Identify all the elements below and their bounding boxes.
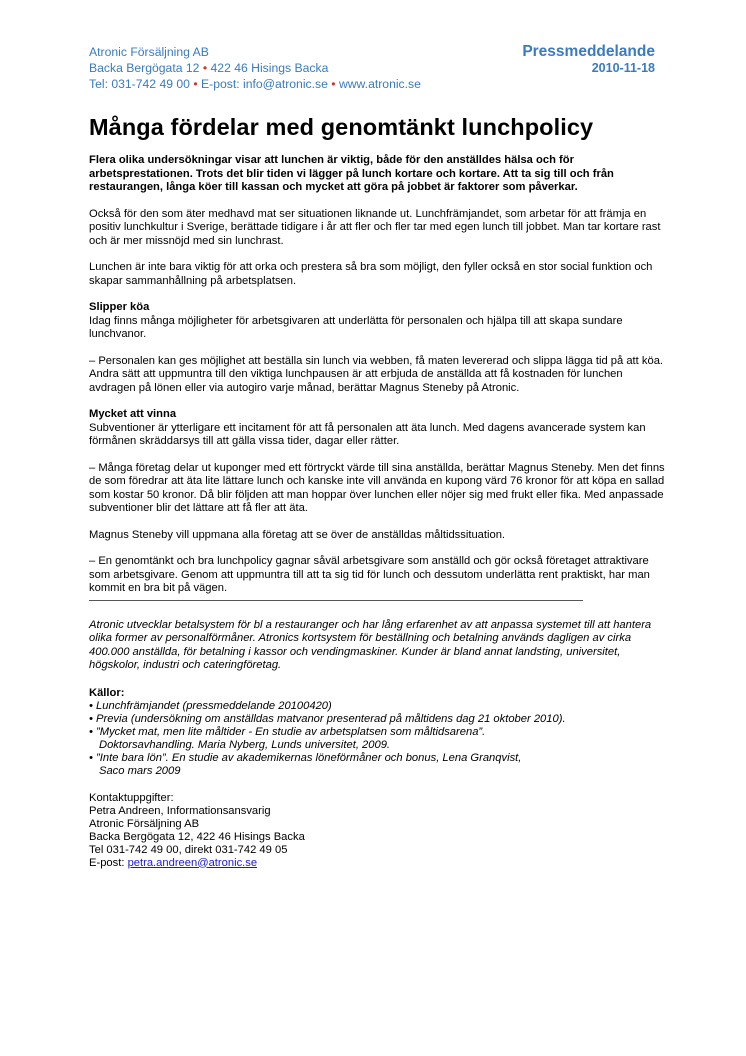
sources-list <box>89 687 669 778</box>
source-item-continued: Doktorsavhandling. Maria Nyberg, Lunds universitet, 2009. <box>99 738 391 751</box>
about-company: Atronic utvecklar betalsystem för bl a restauranger och har lång erfarenhet av att anpassa systemet till att hantera olika former av personalförmåner. Atronics kortsystem för beställning och betalning används dagligen av cirka 400.000 anställda, för betalning i kassor och vendingmaskiner. Kunder är bland annat landsting, universitet, högskolor, industri och cateringföretag. <box>89 618 652 671</box>
company-contact: Tel: 031-742 49 00 • E-post: info@atronic.se • www.atronic.se <box>89 77 421 91</box>
section-heading: Slipper köa <box>89 301 150 313</box>
contact-block <box>89 792 669 870</box>
company-website: www.atronic.se <box>338 77 421 91</box>
contact-heading: Kontaktuppgifter: <box>89 791 174 804</box>
source-item: • ”Mycket mat, men lite måltider - En studie av arbetsplatsen som måltidsarena”. <box>89 725 486 738</box>
source-item-continued: Saco mars 2009 <box>99 764 181 777</box>
body-paragraph: – Personalen kan ges möjlighet att beställa sin lunch via webben, få maten levererad och slippa lägga tid på att köa. Andra sätt att uppmuntra till den viktiga lunchpausen är att erbjuda de anställda att få kostnaden för lunchen avdragen på lönen eller via autogiro varje månad, berättar Magnus Steneby på Atronic. <box>89 354 664 394</box>
company-block <box>89 44 421 92</box>
body-paragraph: – En genomtänkt och bra lunchpolicy gagnar såväl arbetsgivare som anställd och gör också företaget attraktivare som arbetsgivare. Genom att uppmuntra till att ta sig tid för lunch och dessutom underlätta rent praktiskt, har man kommit en bra bit på vägen. <box>89 555 650 594</box>
body-paragraph: Idag finns många möjligheter för arbetsgivaren att underlätta för personalen och hjälpa till att skapa sundare lunchvanor. <box>89 314 623 340</box>
body-paragraph: Lunchen är inte bara viktig för att orka och prestera så bra som möjligt, den fyller också en stor social funktion och skapar sammanhållning på arbetsplatsen. <box>89 261 653 287</box>
contact-address: Backa Bergögata 12, 422 46 Hisings Backa <box>89 830 305 843</box>
contact-name: Petra Andreen, Informationsansvarig <box>89 804 271 817</box>
contact-email-link[interactable]: petra.andreen@atronic.se <box>127 856 258 869</box>
press-label <box>522 42 655 76</box>
company-name: Atronic Försäljning AB <box>89 45 209 59</box>
body-paragraph: Också för den som äter medhavd mat ser situationen liknande ut. Lunchfrämjandet, som arbetar för att främja en positiv lunchkultur i Sverige, berättade tidigare i år att fler och fler tar med egen lunch till jobbet. Man tar kortare rast och är mer missnöjd med sin lunchrast. <box>89 207 661 247</box>
lead-paragraph: Flera olika undersökningar visar att lunchen är viktig, både för den anställdes hälsa och för arbetsprestationen. Trots det blir tiden vi lägger på lunch kortare och kortare. Att ta sig till och från restaurangen, långa köer till kassan och mycket att göra på jobbet är faktorer som påverkar. <box>89 154 614 193</box>
sources-heading: Källor: <box>89 686 125 699</box>
page-title: Många fördelar med genomtänkt lunchpolicy <box>89 114 594 140</box>
press-release-page <box>89 44 669 870</box>
source-item: • ”Inte bara lön”. En studie av akademikernas löneförmåner och bonus, Lena Granqvist, <box>89 751 522 764</box>
letterhead <box>89 44 669 94</box>
press-date: 2010-11-18 <box>591 61 655 75</box>
contact-email-line: E-post: petra.andreen@atronic.se <box>89 856 258 869</box>
divider <box>89 600 583 601</box>
company-address: Backa Bergögata 12 • 422 46 Hisings Backa <box>89 61 329 75</box>
source-item: • Previa (undersökning om anställdas matvanor presenterad på måltidens dag 21 oktober 2010). <box>89 712 566 725</box>
contact-phone: Tel 031-742 49 00, direkt 031-742 49 05 <box>89 843 288 856</box>
body-paragraph: Subventioner är ytterligare ett incitament för att få personalen att äta lunch. Med dagens avancerade system kan förmånen skräddarsys till att gälla vissa tider, dagar eller rätter. <box>89 421 646 447</box>
press-title: Pressmeddelande <box>522 43 655 60</box>
contact-company: Atronic Försäljning AB <box>89 817 200 830</box>
source-item: • Lunchfrämjandet (pressmeddelande 20100420) <box>89 699 332 712</box>
body-paragraph: Magnus Steneby vill uppmana alla företag att se över de anställdas måltidssituation. <box>89 528 506 541</box>
body-paragraph: – Många företag delar ut kuponger med ett förtryckt värde till sina anställda, berättar Magnus Steneby. Men det finns de som föredrar att äta lite lättare lunch och kanske inte vill använda en kupong värd 76 kronor för att köpa en sallad som kostar 50 kronor. Då blir följden att man hoppar över lunchen eller nöjer sig med frukt eller fika. Med anpassade subventioner blir det lättare att få fler att äta. <box>89 461 665 514</box>
section-heading: Mycket att vinna <box>89 408 177 420</box>
